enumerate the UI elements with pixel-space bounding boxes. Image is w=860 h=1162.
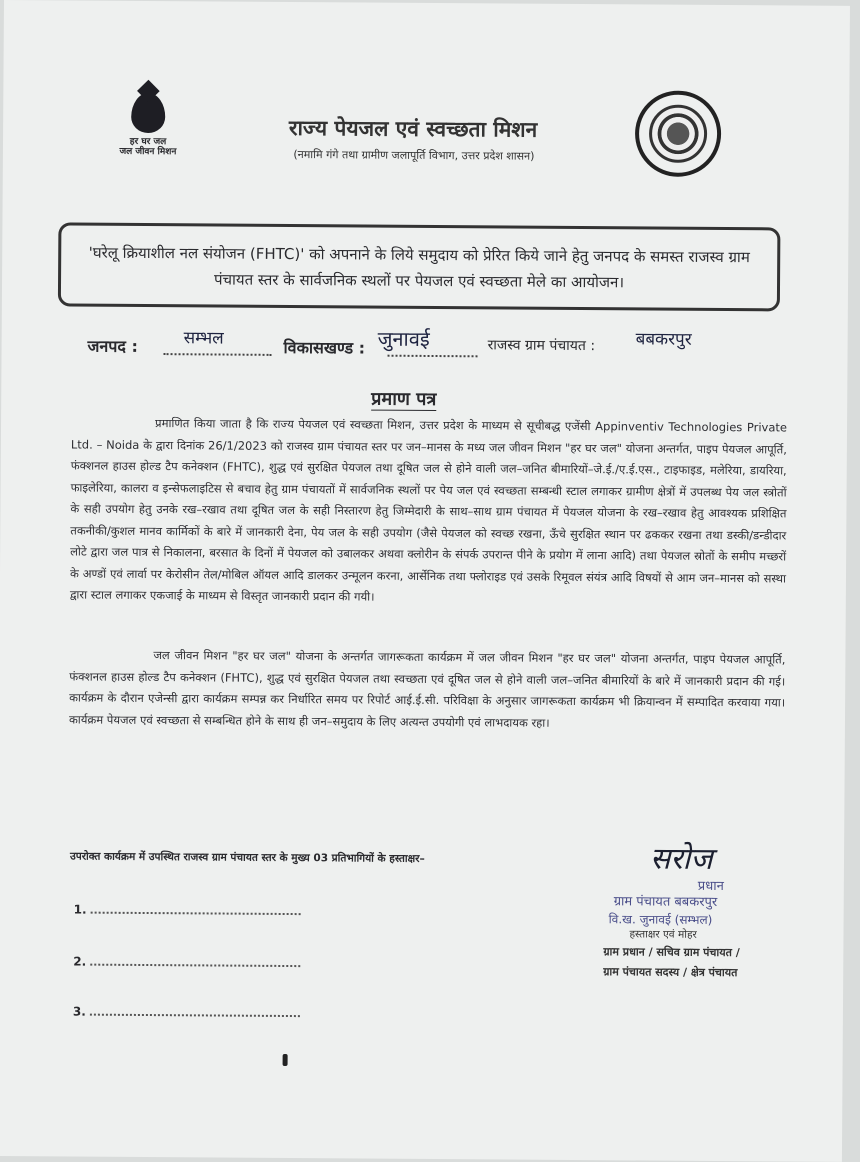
stamp-line-1: ग्राम पंचायत बबकरपुर xyxy=(613,894,718,911)
jal-jeevan-mission-logo xyxy=(103,93,194,184)
banner-text: 'घरेलू क्रियाशील नल संयोजन (FHTC)' को अपनाने के लिये समुदाय को प्रेरित किये जाने हेतु जनपद के समस्त राजस्व ग्राम पंचायत स्तर के सार्वजनिक स्थलों पर पेयजल एवं स्वच्छता मेले का आयोजन। xyxy=(88,243,750,292)
certificate-paragraph-2 xyxy=(69,644,786,735)
janpad-value: सम्भल xyxy=(183,328,224,349)
participant-signature-line-3 xyxy=(73,1005,300,1021)
signatory-roles xyxy=(603,942,740,983)
paragraph-2-text: जल जीवन मिशन "हर घर जल" योजना के अन्तर्गत जागरूकता कार्यक्रम में जल जीवन मिशन "हर घर जल" योजना अन्तर्गत, पाइप पेयजल आपूर्ति, फंक्शनल हाउस होल्ड टैप कनेक्शन (FHTC), शुद्ध एवं सुरक्षित पेयजल तथा स्वच्छता एवं दूषित जल से होने वाली जल–जनित बीमारियों के बारे में जानकारी प्रदान की गई। कार्यक्रम के दौरान एजेन्सी द्वारा कार्यक्रम सम्पन्न कर निर्धारित समय पर रिपोर्ट आई.ई.सी. परिविक्षा के अनुसार जागरूकता कार्यक्रम भी क्रियान्वन में सम्पादित करवाया गया। कार्यक्रम पेयजल एवं स्वच्छता से सम्बन्धित होने के साथ ही जन–समुदाय के लिए अत्यन्त उपयोगी एवं लाभदायक रहा। xyxy=(68,648,786,730)
location-fields xyxy=(87,323,787,368)
stamp-pradhan: प्रधान xyxy=(697,878,724,895)
roles-line-2: ग्राम पंचायत सदस्य / क्षेत्र पंचायत xyxy=(603,965,738,980)
janpad-label: जनपद : xyxy=(87,336,138,356)
certificate-paragraph-1 xyxy=(70,412,787,610)
up-government-emblem-icon xyxy=(635,90,722,177)
event-banner xyxy=(58,222,781,311)
logo-caption: हर घर जल जल जीवन मिशन xyxy=(119,136,177,158)
vikaskhand-label: विकासखण्ड : xyxy=(283,337,366,358)
sign-seal-label: हस्ताक्षर एवं मोहर xyxy=(629,928,697,941)
handwritten-signature: सरोज xyxy=(649,841,713,877)
participant-signature-line-1 xyxy=(74,903,301,919)
mission-subtitle: (नमामि गंगे तथा ग्रामीण जलापूर्ति विभाग, उत्तर प्रदेश शासन) xyxy=(293,148,535,163)
water-drop-icon xyxy=(131,93,165,133)
certificate-heading: प्रमाण पत्र xyxy=(371,388,437,411)
ink-mark xyxy=(283,1054,288,1066)
paragraph-1-text: प्रमाणित किया जाता है कि राज्य पेयजल एवं स्वच्छता मिशन, उत्तर प्रदेश के माध्यम से सूचीबद्ध एजेंसी Appinventiv Technologies Private Ltd. – Noida के द्वारा दिनांक 26/1/2023 को राजस्व ग्राम पंचायत स्तर पर जन–मानस के मध्य जल जीवन मिशन "हर घर जल" योजना अन्तर्गत, पाइप पेयजल आपूर्ति, फंक्शनल हाउस होल्ड टैप कनेक्शन (FHTC), शुद्ध एवं सुरक्षित पेयजल तथा दूषित जल से होने वाली जल–जनित बीमारियों–जे.ई./ए.ई.एस., टाइफाइड, मलेरिया, डायरिया, फाइलेरिया, कालरा व इन्सेफलाइटिस से बचाव हेतु ग्राम पंचायतों में सार्वजनिक स्थलों पर पेय जल एवं स्वच्छता सम्बन्धी स्टाल लगाकर ग्रामीण क्षेत्रों में उपलब्ध पेय जल स्त्रोतों के सही उपयोग हेतु उनके रख–रखाव तथा दूषित जल के सही निस्तारण हेतु जिम्मेदारी के साथ–साथ ग्राम पंचायत में पेयजल योजना के रख–रखाव हेतु आवश्यक प्रशिक्षित तकनीकी/कुशल मानव कार्मिकों के बारे में जानकारी देना, पेय जल के सही उपयोग (जैसे पेयजल को स्वच्छ रखना, ऊँचे सुरक्षित स्थान पर ढककर रखना तथा डस्की/डन्डीदार लोटे द्वारा जल पात्र से निकालना, बरसात के दिनों में पेयजल को उबालकर अथवा क्लोरीन के संपर्क उपरान्त पीने के प्रयोग में लाना आदि) तथा पेयजल स्रोतों के समीप मच्छरों के अण्डों एवं लार्वा पर केरोसीन तेल/मोबिल ऑयल आदि डालकर उन्मूलन करना, आर्सेनिक तथा फ्लोराइड एवं उसके रिमूवल संयंत्र आदि विषयों से आम जन–मानस को सस्था द्वारा स्टाल लगाकर एकजाई के माध्यम से विस्तृत जानकारी प्रदान की गयी। xyxy=(69,416,788,604)
line-number: 2. xyxy=(73,954,87,969)
participant-signature-line-2 xyxy=(73,955,300,971)
stamp-line-2: वि.ख. जुनावई (सम्भल) xyxy=(608,912,713,927)
gram-panchayat-label: राजस्व ग्राम पंचायत : xyxy=(487,337,596,355)
line-number: 3. xyxy=(72,1004,86,1019)
vikaskhand-value: जुनावई xyxy=(377,326,430,351)
mission-title: राज्य पेयजल एवं स्वच्छता मिशन xyxy=(288,115,538,142)
attendance-note: उपरोक्त कार्यक्रम में उपस्थित राजस्व ग्राम पंचायत स्तर के मुख्य 03 प्रतिभागियों के हस्ताक्षर– xyxy=(69,850,425,865)
line-number: 1. xyxy=(73,902,87,917)
roles-line-1: ग्राम प्रधान / सचिव ग्राम पंचायत / xyxy=(603,945,740,960)
gram-panchayat-value: बबकरपुर xyxy=(635,329,692,350)
